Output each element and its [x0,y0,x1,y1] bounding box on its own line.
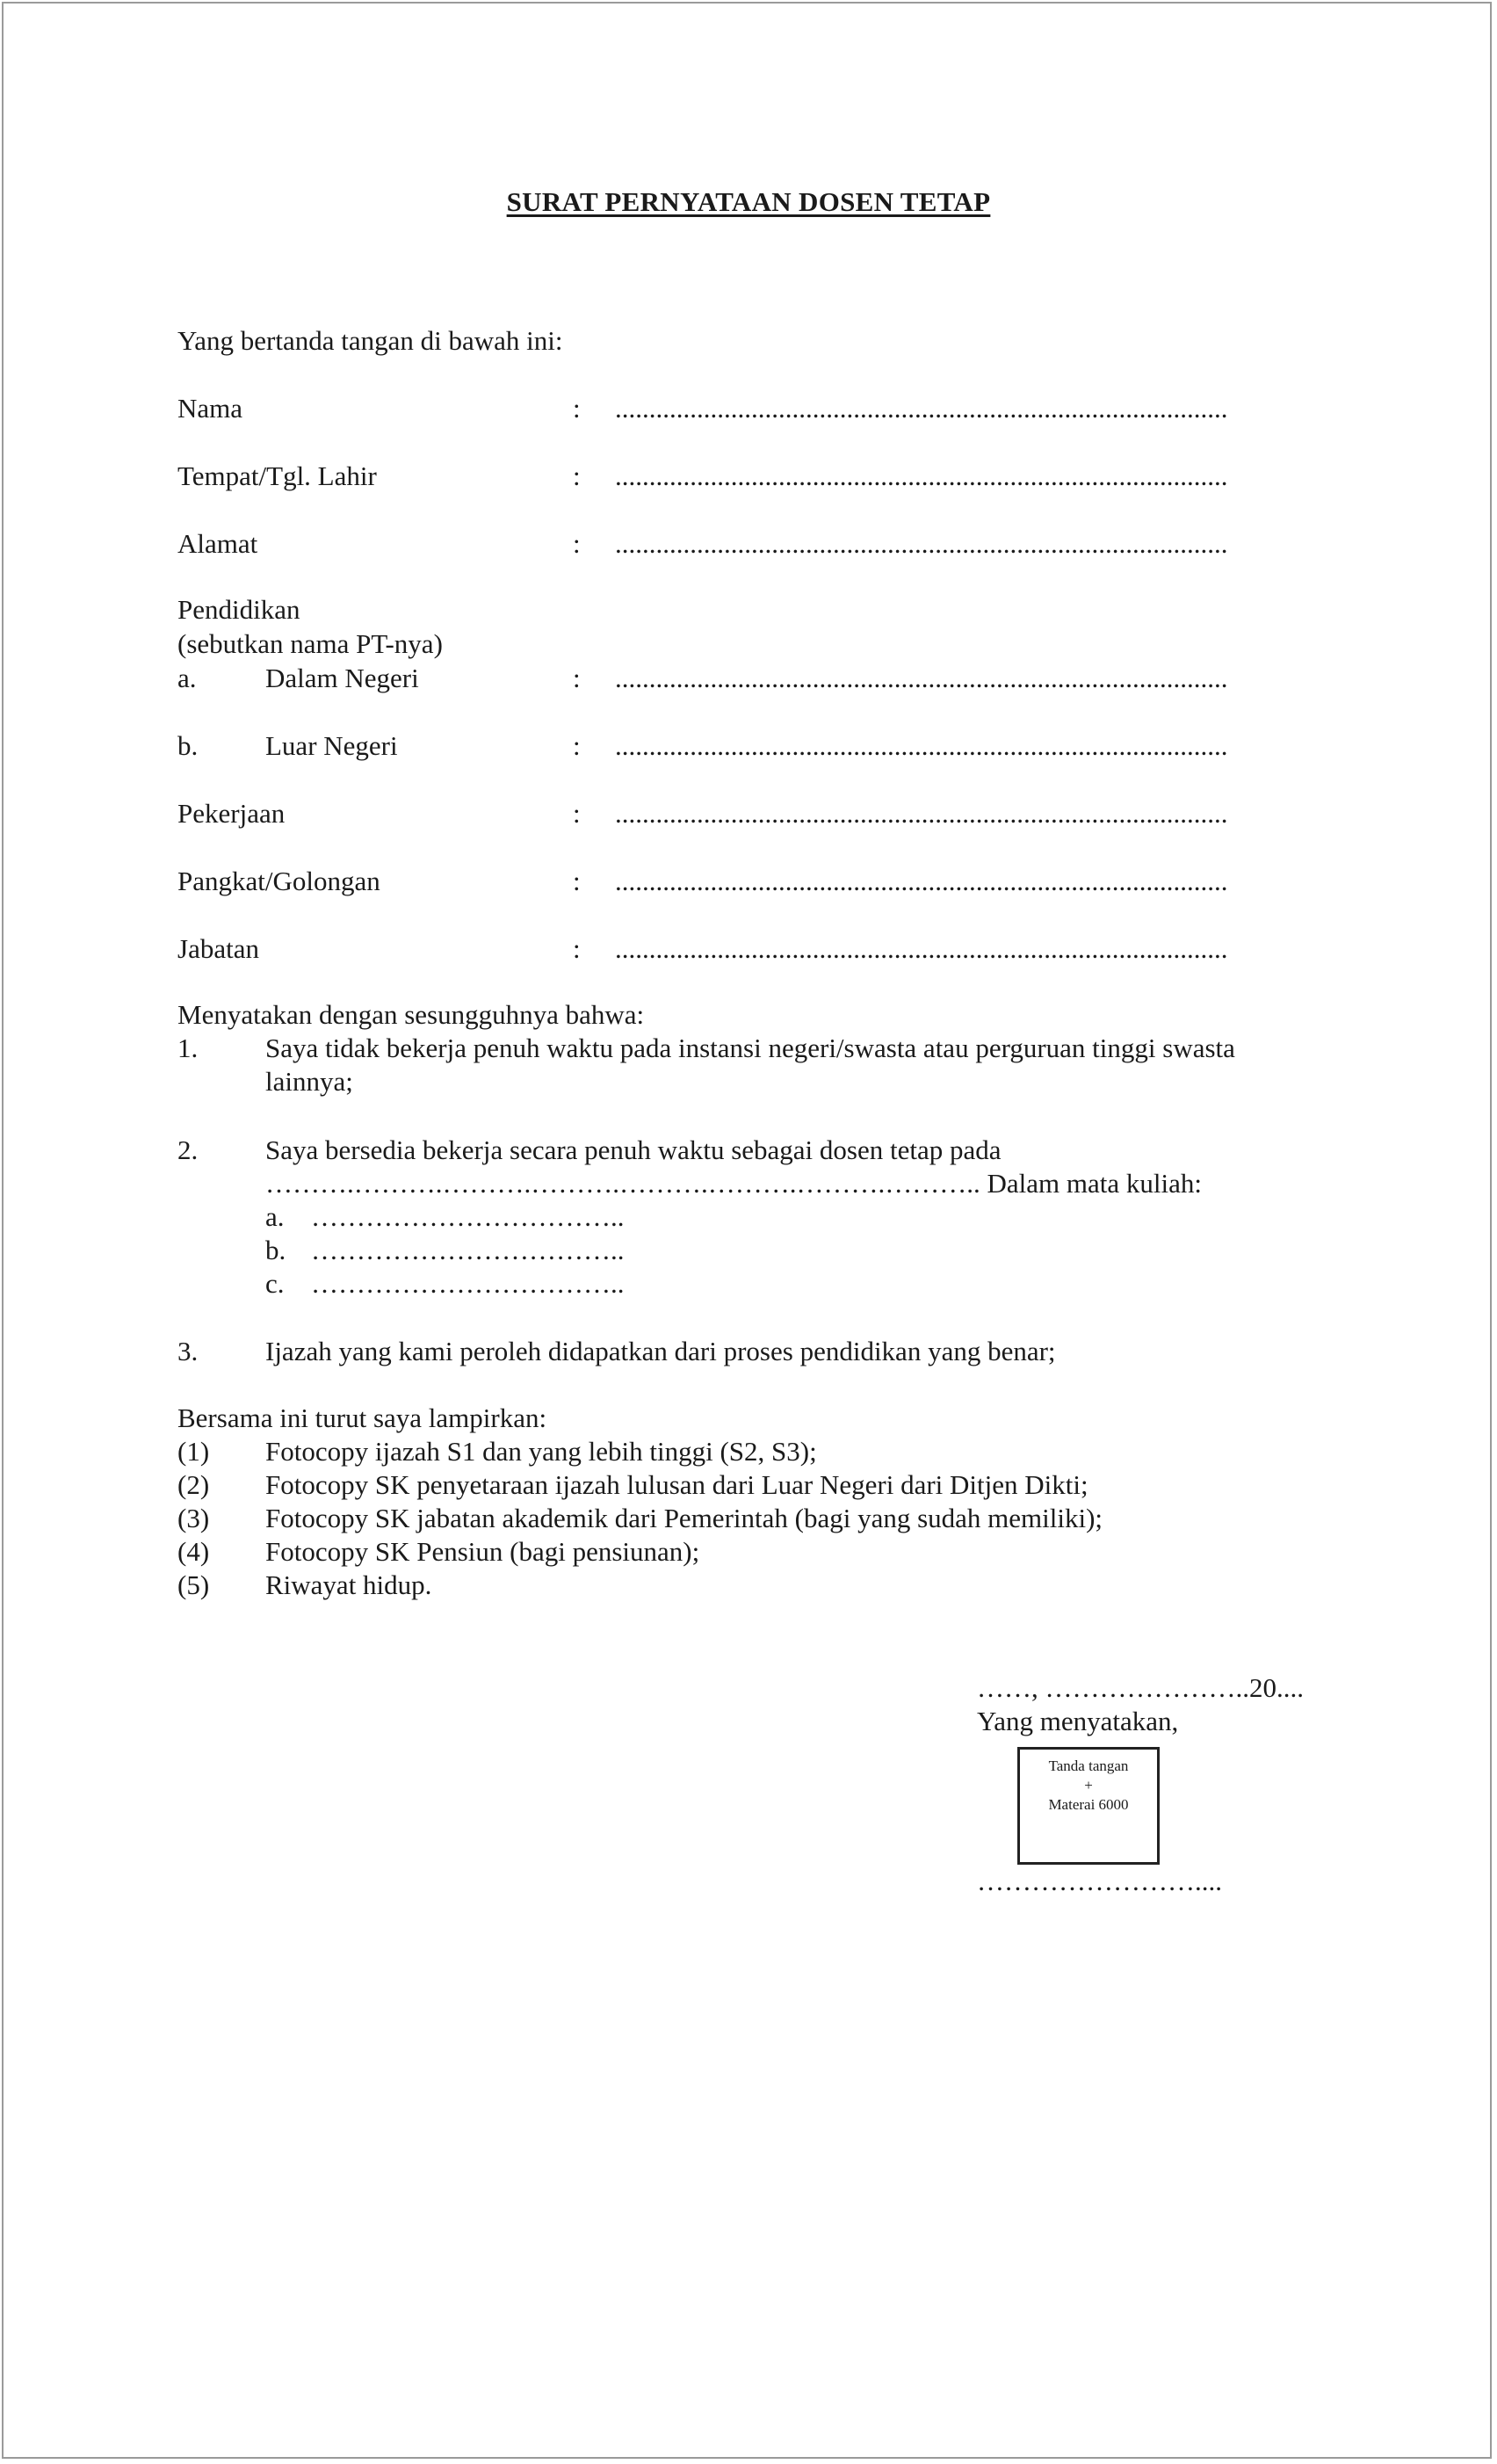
subject-marker: b. [265,1235,286,1265]
field-colon: : [573,393,581,424]
field-input-tempat-tgl-lahir[interactable]: .......................................................................................... [615,460,1228,491]
field-note-pendidikan: (sebutkan nama PT-nya) [177,628,443,659]
field-colon: : [573,866,581,896]
field-input-alamat[interactable]: .......................................................................................... [615,528,1228,559]
stamp-text: Tanda tangan [1048,1757,1129,1774]
field-colon: : [573,798,581,829]
subject-marker: c. [265,1268,285,1299]
attachment-item: Riwayat hidup. [265,1569,432,1600]
field-label-pangkat-golongan: Pangkat/Golongan [177,866,380,896]
field-label-alamat: Alamat [177,528,258,559]
attachment-number: (4) [177,1536,210,1567]
statement-heading: Menyatakan dengan sesungguhnya bahwa: [177,999,645,1030]
signature-date-input[interactable]: ……, …………………..20.... [977,1672,1304,1703]
attachment-number: (5) [177,1569,210,1600]
subject-input-b[interactable]: …………………………….. [311,1235,625,1265]
signature-stamp-box[interactable] [1017,1747,1160,1865]
attachments-heading: Bersama ini turut saya lampirkan: [177,1402,547,1433]
statement-2-text: Saya bersedia bekerja secara penuh waktu sebagai dosen tetap pada [265,1134,1002,1165]
statement-number: 2. [177,1134,199,1165]
statement-3-text: Ijazah yang kami peroleh didapatkan dari proses pendidikan yang benar; [265,1336,1056,1366]
field-colon: : [573,528,581,559]
subject-input-c[interactable]: …………………………….. [311,1268,625,1299]
field-label-pekerjaan: Pekerjaan [177,798,286,829]
field-label-tempat-tgl-lahir: Tempat/Tgl. Lahir [177,460,377,491]
field-colon: : [573,460,581,491]
field-label-pendidikan: Pendidikan [177,594,300,625]
attachment-number: (1) [177,1436,210,1467]
field-input-dalam-negeri[interactable]: .......................................................................................... [615,663,1228,693]
statement-2-institution-input[interactable]: ……….……….……….……….……….……….……….……….. Dalam mata kuliah: [265,1168,1202,1199]
stamp-text: + [1084,1777,1093,1794]
page-border [2,2,1492,2459]
field-input-luar-negeri[interactable]: .......................................................................................... [615,730,1228,761]
statement-1-text-cont: lainnya; [265,1066,353,1097]
signature-name-input[interactable]: …………………….... [977,1866,1222,1896]
field-colon: : [573,730,581,761]
attachment-number: (3) [177,1503,210,1533]
statement-number: 3. [177,1336,199,1366]
list-marker: a. [177,663,197,693]
field-label-nama: Nama [177,393,243,424]
field-input-jabatan[interactable]: .......................................................................................... [615,933,1228,964]
stamp-text: Materai 6000 [1048,1796,1129,1813]
subject-input-a[interactable]: …………………………….. [311,1201,625,1232]
list-marker: b. [177,730,199,761]
attachment-item: Fotocopy ijazah S1 dan yang lebih tinggi (S2, S3); [265,1436,817,1467]
attachment-item: Fotocopy SK jabatan akademik dari Pemerintah (bagi yang sudah memiliki); [265,1503,1103,1533]
statement-1-text: Saya tidak bekerja penuh waktu pada instansi negeri/swasta atau perguruan tinggi swasta [265,1033,1235,1063]
attachment-item: Fotocopy SK Pensiun (bagi pensiunan); [265,1536,700,1567]
field-label-jabatan: Jabatan [177,933,259,964]
intro-text: Yang bertanda tangan di bawah ini: [177,325,563,356]
attachment-item: Fotocopy SK penyetaraan ijazah lulusan dari Luar Negeri dari Ditjen Dikti; [265,1469,1088,1500]
field-input-pekerjaan[interactable]: .......................................................................................... [615,798,1228,829]
field-colon: : [573,933,581,964]
attachment-number: (2) [177,1469,210,1500]
field-colon: : [573,663,581,693]
field-input-nama[interactable]: .......................................................................................... [615,393,1228,424]
field-label-luar-negeri: Luar Negeri [265,730,398,761]
field-label-dalam-negeri: Dalam Negeri [265,663,419,693]
subject-marker: a. [265,1201,285,1232]
statement-number: 1. [177,1033,199,1063]
document-title: SURAT PERNYATAAN DOSEN TETAP [506,186,991,217]
signature-label: Yang menyatakan, [977,1706,1179,1736]
field-input-pangkat-golongan[interactable]: .......................................................................................... [615,866,1228,896]
